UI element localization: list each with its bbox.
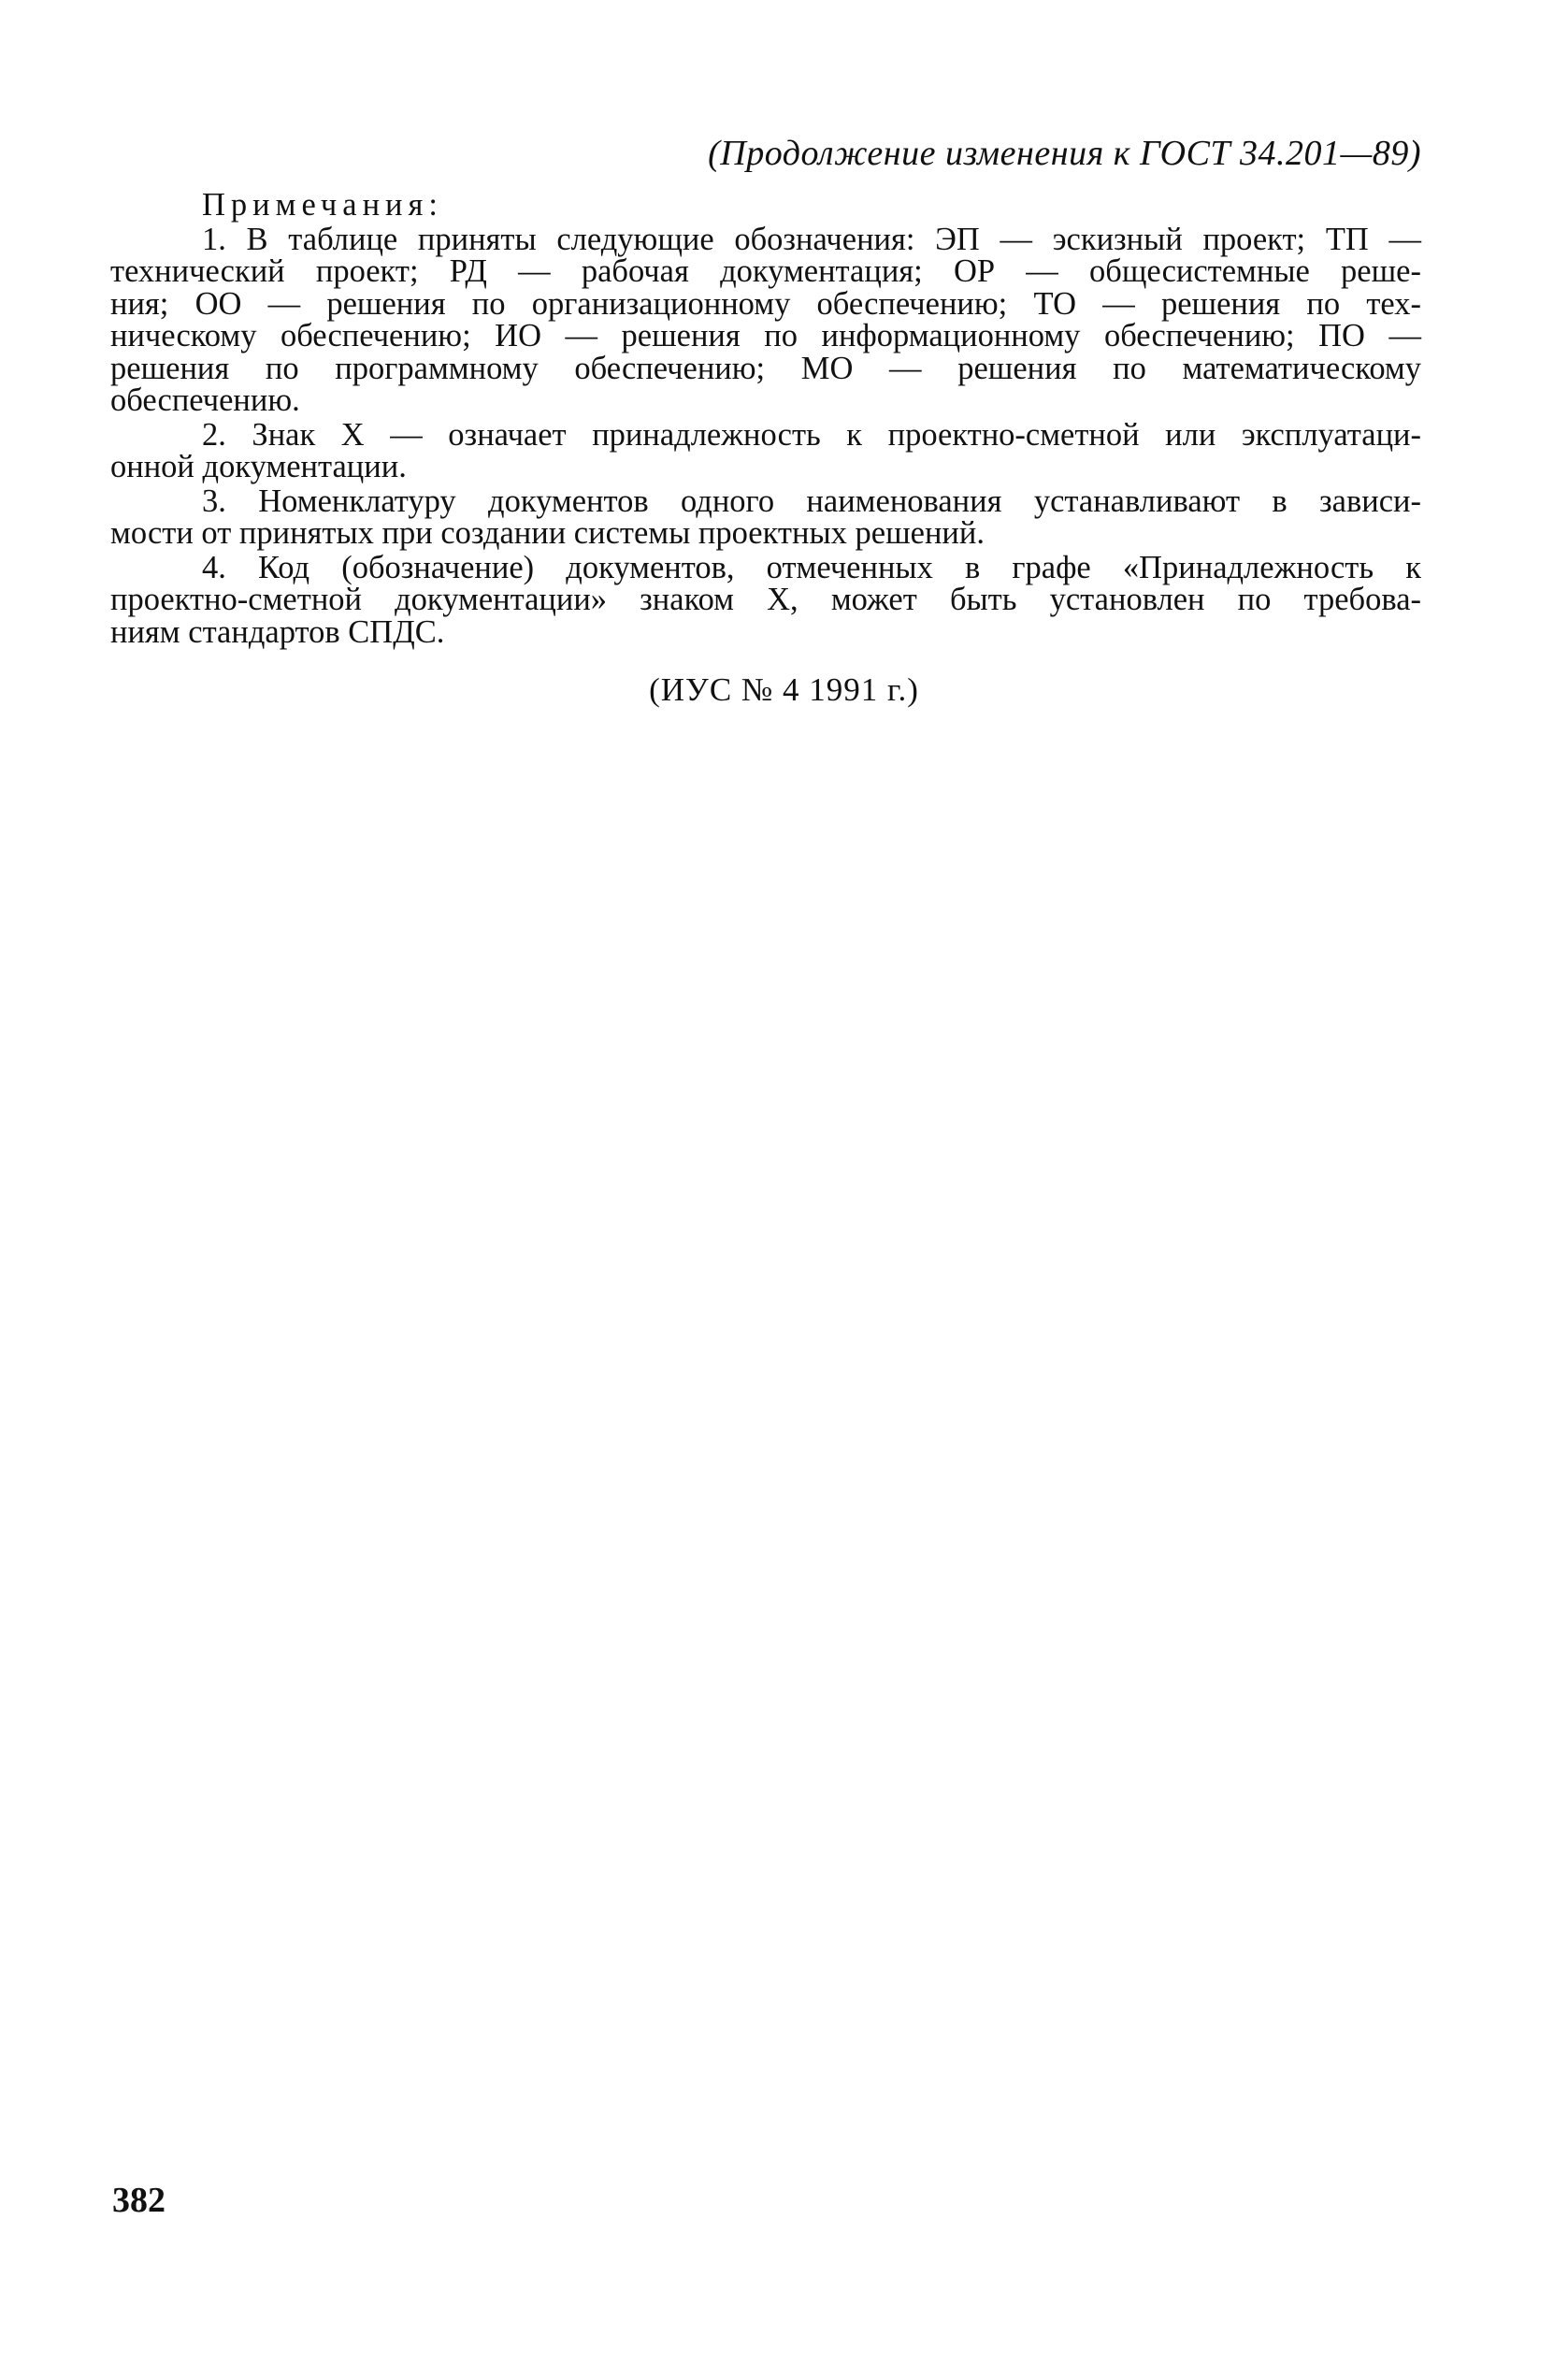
notes-heading-colon: :: [428, 187, 438, 223]
note-line: 1. В таблице приняты следующие обозначения: ЭП — эскизный проект; ТП —: [202, 221, 1421, 257]
page-number: 382: [112, 2181, 165, 2220]
note-line: проектно-сметной документации» знаком X, может быть установлен по требова-: [110, 582, 1421, 617]
note-line: ниям стандартов СПДС.: [110, 613, 445, 650]
note-line: 4. Код (обозначение) документов, отмеченных в графе «Принадлежность к: [202, 549, 1421, 585]
note-line: ния; ОО — решения по организационному обеспечению; ТО — решения по тех-: [110, 285, 1421, 322]
note-4: [110, 549, 1421, 650]
note-line: мости от принятых при создании системы проектных решений.: [110, 515, 985, 551]
note-2: [110, 416, 1421, 484]
note-line: онной документации.: [110, 449, 407, 484]
note-line: решения по программному обеспечению; МО — решения по математическому: [110, 350, 1421, 386]
note-line: технический проект; РД — рабочая документация; ОР — общесистемные реше-: [110, 253, 1421, 289]
note-line: 2. Знак X — означает принадлежность к проектно-сметной или эксплуатаци-: [202, 416, 1421, 453]
note-line: обеспечению.: [110, 382, 300, 418]
note-1: [110, 223, 1421, 417]
note-line: 3. Номенклатуру документов одного наименования устанавливают в зависи-: [202, 483, 1421, 519]
notes-section: [110, 189, 1421, 650]
running-head: (Продолжение изменения к ГОСТ 34.201—89): [708, 134, 1421, 173]
notes-heading-text: Примечания: [202, 187, 429, 223]
amendment-citation: (ИУС № 4 1991 г.): [649, 671, 919, 708]
notes-heading: [110, 189, 1421, 222]
note-line: ническому обеспечению; ИО — решения по информационному обеспечению; ПО —: [110, 318, 1421, 353]
note-3: [110, 485, 1421, 550]
